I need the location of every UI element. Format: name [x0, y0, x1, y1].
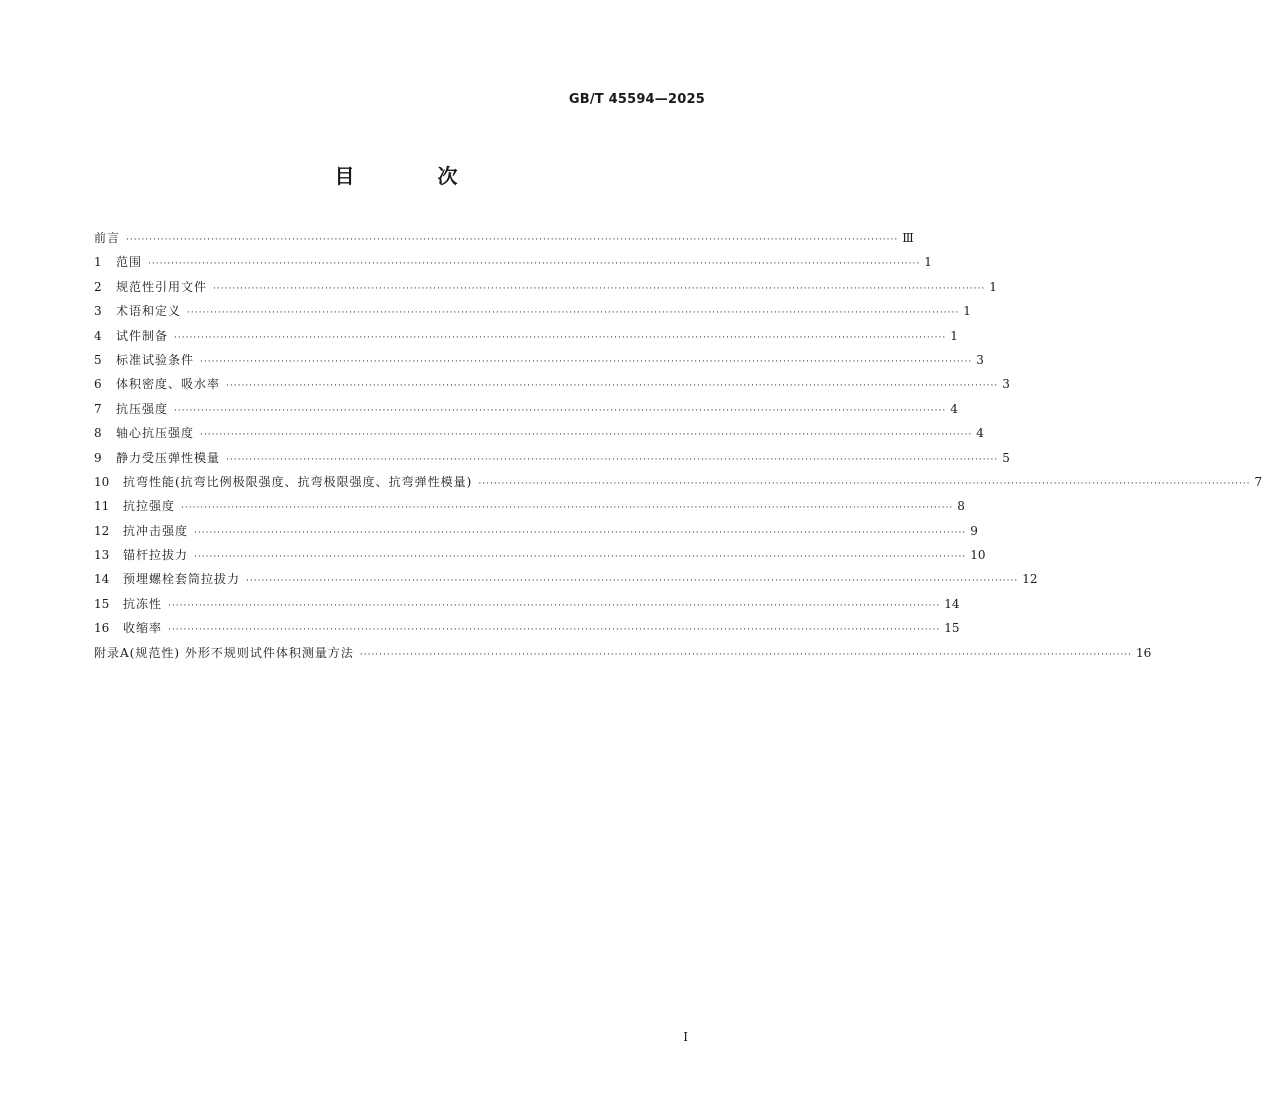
toc-entry-page: 7	[1254, 474, 1262, 489]
toc-entry[interactable]	[94, 543, 986, 567]
toc-dot-leader: ········································································································································································································	[126, 235, 899, 245]
toc-entry[interactable]	[94, 446, 1010, 470]
toc-entry-page: 16	[1136, 645, 1152, 660]
toc-entry[interactable]	[94, 397, 958, 421]
toc-entry-number: 8	[94, 426, 102, 441]
toc-dot-leader: ········································································································································································································	[174, 332, 947, 343]
toc-entry-page: 4	[976, 426, 984, 441]
toc-entry-number: 2	[94, 279, 102, 294]
toc-entry-number: 3	[94, 304, 102, 319]
toc-entry-title: 术语和定义	[116, 304, 182, 319]
toc-entry-number: 1	[94, 255, 102, 270]
toc-entry-title: 试件制备	[116, 328, 169, 343]
toc-dot-leader: ········································································································································································································	[200, 430, 973, 441]
toc-dot-leader: ········································································································································································································	[187, 308, 960, 319]
toc-dot-leader: ········································································································································································································	[168, 625, 941, 636]
toc-entry-title: 预埋螺栓套筒拉拔力	[123, 572, 241, 587]
toc-entry-page: 5	[1002, 450, 1010, 465]
toc-entry-title: 附录A(规范性) 外形不规则试件体积测量方法	[94, 645, 354, 660]
toc-entry-title: 静力受压弹性模量	[116, 450, 221, 465]
toc-entry-page: 1	[989, 279, 997, 294]
toc-dot-leader: ········································································································································································································	[226, 454, 999, 465]
toc-entry-number: 12	[94, 523, 110, 538]
toc-entry-title: 锚杆拉拔力	[123, 548, 189, 563]
toc-entry-title: 抗弯性能(抗弯比例极限强度、抗弯极限强度、抗弯弹性模量)	[123, 474, 473, 489]
toc-entry-title: 抗压强度	[116, 401, 169, 416]
toc-entry[interactable]	[94, 470, 1262, 494]
toc-entry[interactable]	[94, 348, 984, 372]
toc-entry[interactable]	[94, 641, 1152, 665]
toc-entry[interactable]	[94, 226, 914, 250]
toc-entry[interactable]	[94, 592, 960, 616]
toc-entry-page: 14	[944, 596, 960, 611]
toc-dot-leader: ········································································································································································································	[246, 576, 1019, 587]
toc-entry-page: 1	[963, 304, 971, 319]
toc-dot-leader: ········································································································································································································	[168, 600, 941, 611]
toc-entry-page: 12	[1022, 572, 1038, 587]
toc-entry-title: 收缩率	[123, 621, 163, 636]
toc-entry-number: 14	[94, 572, 110, 587]
toc-entry-number: 6	[94, 377, 102, 392]
toc-entry-number: 5	[94, 352, 102, 367]
toc-entry-title: 前言	[94, 231, 121, 245]
page-number: I	[683, 1030, 688, 1044]
toc-entry-number: 4	[94, 328, 102, 343]
toc-entry-page: Ⅲ	[902, 231, 914, 245]
toc-dot-leader: ········································································································································································································	[148, 259, 921, 270]
toc-entry-title: 体积密度、吸水率	[116, 377, 221, 392]
toc-entry-page: 9	[970, 523, 978, 538]
toc-dot-leader: ········································································································································································································	[194, 552, 967, 563]
toc-entry-title: 抗冻性	[123, 596, 163, 611]
toc-entry-number: 9	[94, 450, 102, 465]
toc-entry[interactable]	[94, 372, 1010, 396]
toc-entry-number: 15	[94, 596, 110, 611]
toc-entry-title: 标准试验条件	[116, 352, 195, 367]
toc-entry-number: 10	[94, 474, 110, 489]
toc-dot-leader: ········································································································································································································	[194, 527, 967, 538]
toc-dot-leader: ········································································································································································································	[226, 381, 999, 392]
toc-entry-page: 1	[950, 328, 958, 343]
toc-entry-number: 11	[94, 499, 110, 514]
toc-entry-title: 抗拉强度	[123, 499, 176, 514]
toc-entry-page: 3	[1002, 377, 1010, 392]
toc-entry-page: 10	[970, 548, 986, 563]
toc-entry[interactable]	[94, 616, 960, 640]
toc-dot-leader: ········································································································································································································	[478, 478, 1251, 489]
toc-entry-title: 规范性引用文件	[116, 279, 208, 294]
toc-entry-title: 抗冲击强度	[123, 523, 189, 538]
table-of-contents	[94, 226, 1262, 665]
toc-entry[interactable]	[94, 275, 997, 299]
toc-entry[interactable]	[94, 250, 932, 274]
toc-dot-leader: ········································································································································································································	[213, 283, 986, 294]
toc-entry-page: 3	[976, 352, 984, 367]
toc-entry[interactable]	[94, 324, 958, 348]
toc-entry-page: 8	[957, 499, 965, 514]
standard-code: GB/T 45594—2025	[568, 92, 705, 107]
toc-entry-title: 轴心抗压强度	[116, 426, 195, 441]
toc-entry-number: 7	[94, 401, 102, 416]
toc-entry-page: 1	[924, 255, 932, 270]
toc-dot-leader: ········································································································································································································	[181, 503, 954, 514]
toc-dot-leader: ········································································································································································································	[359, 649, 1133, 660]
toc-entry-number: 16	[94, 621, 110, 636]
toc-entry[interactable]	[94, 567, 1038, 591]
toc-entry-number: 13	[94, 548, 110, 563]
toc-entry[interactable]	[94, 519, 978, 543]
toc-entry-page: 15	[944, 621, 960, 636]
toc-dot-leader: ········································································································································································································	[174, 405, 947, 416]
toc-title: 目 次	[334, 164, 496, 188]
toc-entry[interactable]	[94, 299, 971, 323]
toc-entry[interactable]	[94, 421, 984, 445]
toc-entry-title: 范围	[116, 255, 143, 270]
toc-entry-page: 4	[950, 401, 958, 416]
toc-entry[interactable]	[94, 494, 965, 518]
toc-dot-leader: ········································································································································································································	[200, 356, 973, 367]
